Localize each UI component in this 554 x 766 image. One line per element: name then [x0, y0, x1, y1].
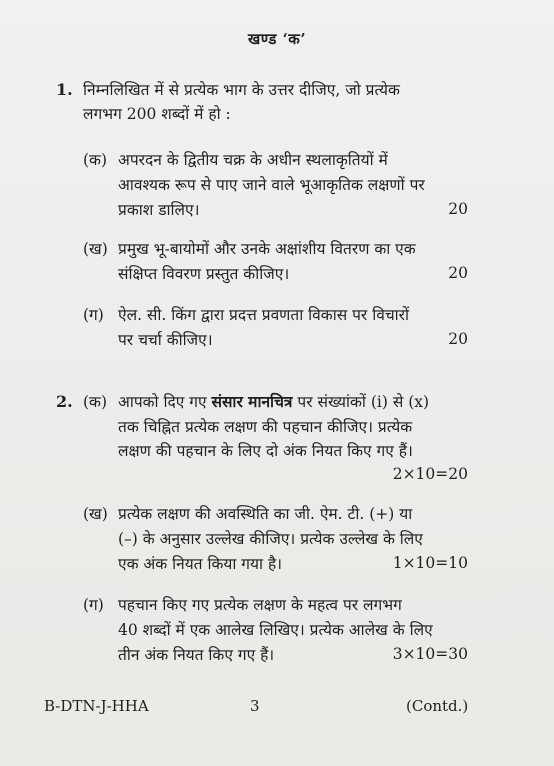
paper-code: B-DTN-J-HHA [44, 697, 149, 715]
question-1-intro-line: निम्नलिखित में से प्रत्येक भाग के उत्तर दीजिए, जो प्रत्येक [83, 81, 400, 99]
q2-part-label: (क) [83, 393, 107, 411]
section-title: खण्ड ‘क’ [247, 30, 307, 48]
q1-part-label: (ख) [83, 240, 108, 258]
q1-part-label: (ग) [83, 306, 104, 324]
q2-part-label: (ग) [83, 596, 104, 614]
q2-part-marks: 2×10=20 [392, 465, 468, 483]
continued-label: (Contd.) [406, 697, 469, 715]
q2-part-line: प्रत्येक लक्षण की अवस्थिति का जी. ऐम. टी. (+) या [118, 505, 413, 523]
q1-part-line: आवश्यक रूप से पाए जाने वाले भूआकृतिक लक्षणों पर [118, 176, 425, 194]
q2-part-marks: 1×10=10 [392, 554, 468, 572]
q1-part-marks: 20 [448, 264, 468, 282]
q1-part-line: प्रकाश डालिए। [118, 201, 200, 219]
q2-part-line: एक अंक नियत किया गया है। [118, 555, 283, 573]
q2-part-first-line [118, 392, 429, 412]
q2-part-line: 40 शब्दों में एक आलेख लिखिए। प्रत्येक आलेख के लिए [118, 621, 433, 639]
q1-part-line: ऐल. सी. किंग द्वारा प्रदत्त प्रवणता विकास पर विचारों [118, 306, 410, 324]
q1-part-line: अपरदन के द्वितीय चक्र के अधीन स्थलाकृतियों में [118, 151, 388, 169]
question-2-number: 2. [56, 392, 73, 411]
q2-part-label: (ख) [83, 505, 108, 523]
page-number: 3 [250, 697, 260, 715]
q2-part-line: तीन अंक नियत किए गए हैं। [118, 646, 275, 664]
world-map-term: संसार मानचित्र [211, 392, 293, 411]
q2-part-text: आपको दिए गए [118, 393, 212, 411]
q1-part-label: (क) [83, 151, 107, 169]
q1-part-line: प्रमुख भू-बायोमों और उनके अक्षांशीय वितरण का एक [118, 240, 416, 258]
question-1-intro-line: लगभग 200 शब्दों में हो : [83, 105, 231, 123]
q2-part-text: पर संख्यांकों (i) से (x) [292, 393, 430, 411]
q1-part-line: पर चर्चा कीजिए। [118, 331, 213, 349]
q2-part-line: तक चिह्नित प्रत्येक लक्षण की पहचान कीजिए। प्रत्येक [118, 418, 413, 436]
q2-part-line: लक्षण की पहचान के लिए दो अंक नियत किए गए हैं। [118, 442, 413, 460]
q2-part-line: पहचान किए गए प्रत्येक लक्षण के महत्व पर लगभग [118, 596, 402, 614]
q1-part-line: संक्षिप्त विवरण प्रस्तुत कीजिए। [118, 265, 290, 283]
q1-part-marks: 20 [448, 330, 468, 348]
q2-part-marks: 3×10=30 [392, 645, 468, 663]
q1-part-marks: 20 [448, 200, 468, 218]
q2-part-line: (–) के अनुसार उल्लेख कीजिए। प्रत्येक उल्लेख के लिए [118, 530, 423, 548]
question-1-number: 1. [56, 80, 73, 99]
